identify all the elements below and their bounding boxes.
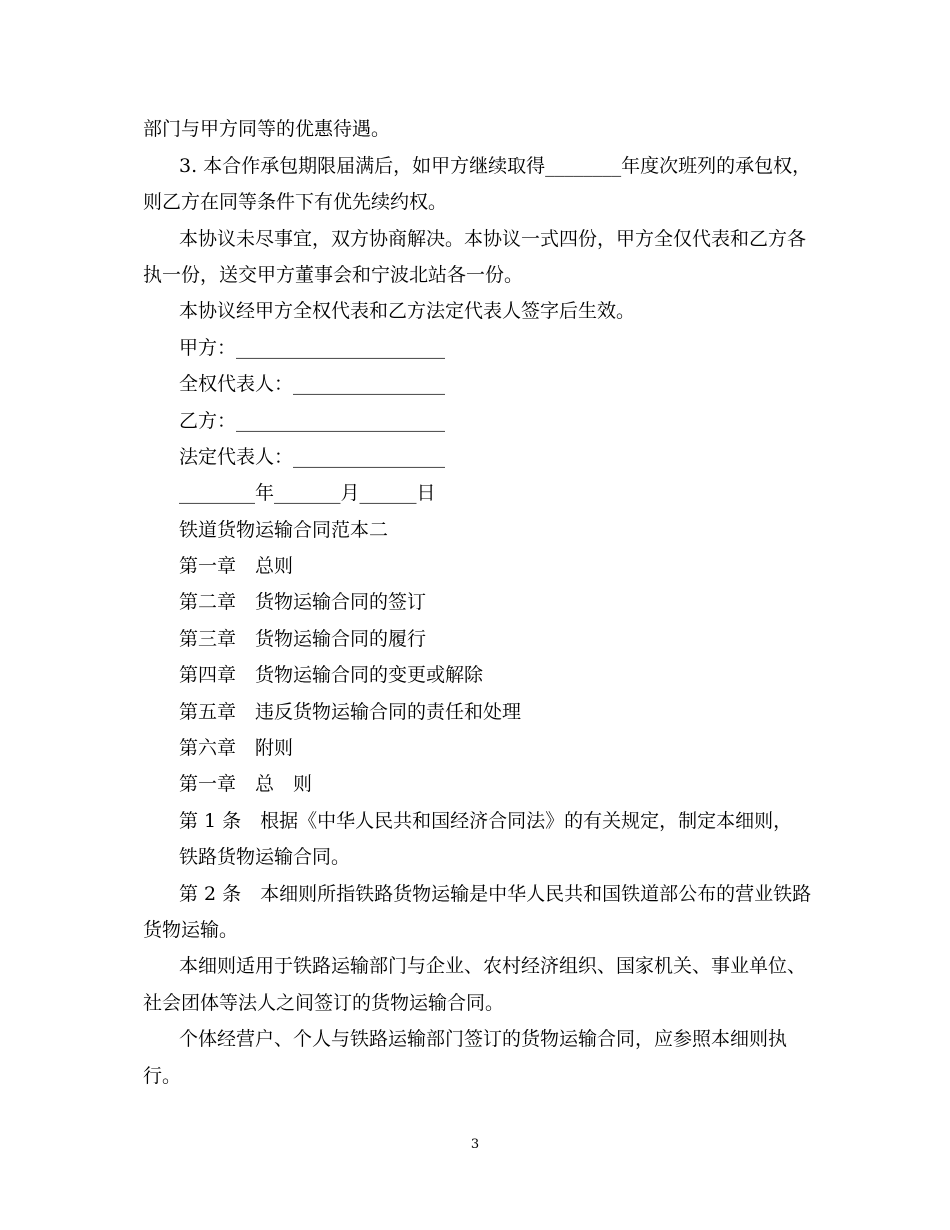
signature-legal-representative: 法定代表人：________________	[179, 446, 446, 468]
paragraph-line: 个体经营户、个人与铁路运输部门签订的货物运输合同，应参照本细则执	[179, 1028, 788, 1050]
signature-party-b: 乙方：______________________	[179, 410, 446, 432]
article-line: 第 1 条 根据《中华人民共和国经济合同法》的有关规定，制定本细则，	[179, 810, 793, 832]
chapter-list-item: 第六章 附则	[179, 737, 294, 759]
paragraph-line: 执一份，送交甲方董事会和宁波北站各一份。	[143, 264, 524, 286]
paragraph-line: 社会团体等法人之间签订的货物运输合同。	[143, 992, 505, 1014]
paragraph-line: 则乙方在同等条件下有优先续约权。	[143, 191, 448, 213]
paragraph-line: 本协议未尽事宜，双方协商解决。本协议一式四份，甲方全仅代表和乙方各	[179, 228, 807, 250]
paragraph-line: 本细则适用于铁路运输部门与企业、农村经济组织、国家机关、事业单位、	[179, 955, 807, 977]
signature-authorized-representative: 全权代表人：________________	[179, 373, 446, 395]
article-line: 货物运输。	[143, 919, 239, 941]
paragraph-line: 行。	[143, 1065, 182, 1087]
section-title: 铁道货物运输合同范本二	[179, 519, 389, 541]
signature-date: ________年_______月______日	[179, 482, 436, 504]
paragraph-line: 部门与甲方同等的优惠待遇。	[143, 118, 391, 140]
chapter-heading: 第一章 总 则	[179, 773, 313, 795]
chapter-list-item: 第二章 货物运输合同的签订	[179, 591, 427, 613]
paragraph-line: 本协议经甲方全权代表和乙方法定代表人签字后生效。	[179, 300, 636, 322]
paragraph-line: 3. 本合作承包期限届满后，如甲方继续取得________年度次班列的承包权，	[179, 155, 812, 177]
signature-party-a: 甲方：______________________	[179, 337, 446, 359]
chapter-list-item: 第四章 货物运输合同的变更或解除	[179, 664, 484, 686]
article-line: 铁路货物运输合同。	[179, 846, 351, 868]
article-line: 第 2 条 本细则所指铁路货物运输是中华人民共和国铁道部公布的营业铁路	[179, 883, 812, 905]
page-number: 3	[470, 1137, 480, 1152]
chapter-list-item: 第五章 违反货物运输合同的责任和处理	[179, 701, 522, 723]
chapter-list-item: 第一章 总则	[179, 555, 294, 577]
chapter-list-item: 第三章 货物运输合同的履行	[179, 628, 427, 650]
